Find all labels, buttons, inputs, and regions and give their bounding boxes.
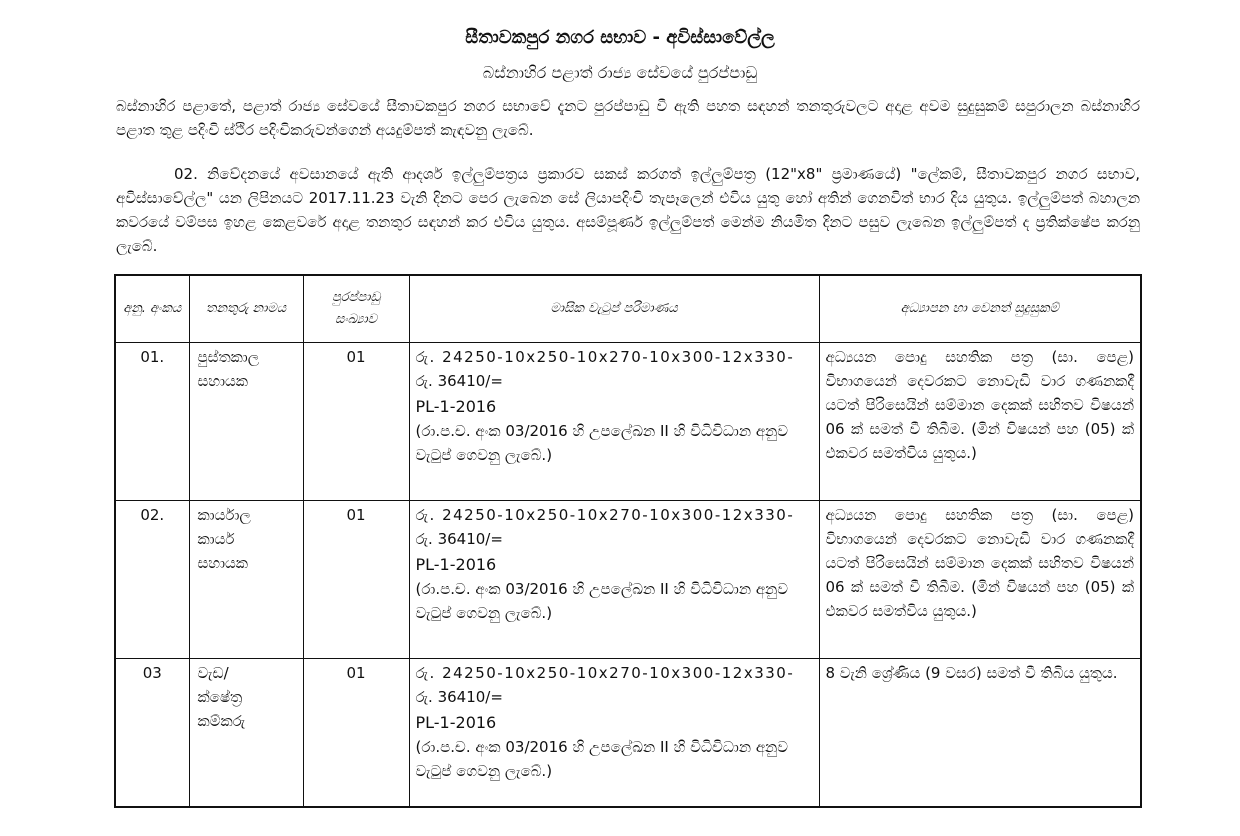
header-serial-no: අනු. අංකය	[115, 275, 189, 343]
qualification-text: 8 වැනි ශ්‍රේණිය (9 වසර) සමත් වී තිබිය යුතුය.	[819, 659, 1141, 807]
salary-note: (රා.ප.ච. අංක 03/2016 හි උපලේඛන II හි විධිවිධාන අනුව වැටුප් ගෙවනු ලැබේ.)	[415, 422, 789, 464]
post-name-line: කාර්ය	[197, 530, 235, 548]
header-qualifications: අධ්‍යාපන හා වෙනත් සුදුසුකම්	[819, 275, 1141, 343]
table-row	[115, 343, 1141, 501]
document-subtitle: බස්නාහිර පළාත් රාජ්‍ය සේවයේ පුරප්පාඩු	[482, 63, 758, 82]
salary-code: PL-1-2016	[415, 397, 497, 416]
salary-scale: රු. 24250-10x250-10x270-10x300-12x330-	[415, 664, 795, 682]
header-vacancy-count: පුරප්පාඩු සංඛ්‍යාව	[303, 275, 409, 343]
header-post-name: තනතුරු නාමය	[189, 275, 303, 343]
document-title: සීතාවකපුර නගර සභාව - අවිස්සාවේල්ල	[465, 27, 775, 48]
vacancy-count: 01	[303, 343, 409, 501]
post-name-line: සහායක	[197, 554, 248, 572]
post-name-line: සහායක	[197, 372, 248, 390]
intro-paragraph: බස්නාහිර පළාතේ, පළාත් රාජ්‍ය සේවයේ සීතාවකපුර නගර සභාවේ දැනට පුරප්පාඩු වී ඇති පහත සඳහන් තනතුරුවලට අදාළ අවම සුදුසුකම් සපුරාලන බස්නාහිර පළාත තුළ පදිංචි ස්ථිර පදිංචිකරුවන්ගෙන් අයදුම්පත් කැඳවනු ලැබේ.	[116, 97, 1140, 139]
salary-max: රු. 36410/=	[415, 372, 503, 390]
salary-note: (රා.ප.ච. අංක 03/2016 හි උපලේඛන II හි විධිවිධාන අනුව වැටුප් ගෙවනු ලැබේ.)	[415, 580, 789, 622]
post-name	[189, 659, 303, 807]
table-row	[115, 501, 1141, 659]
salary-scale: රු. 24250-10x250-10x270-10x300-12x330-	[415, 506, 795, 524]
table-row	[115, 659, 1141, 807]
header-salary-scale: මාසික වැටුප් පරිමාණය	[409, 275, 819, 343]
salary-max: රු. 36410/=	[415, 530, 503, 548]
salary-scale: රු. 24250-10x250-10x270-10x300-12x330-	[415, 348, 795, 366]
post-name-line: පුස්තකාල	[197, 348, 260, 366]
vacancy-count: 01	[303, 501, 409, 659]
serial-no: 03	[115, 659, 189, 807]
salary-note: (රා.ප.ච. අංක 03/2016 හි උපලේඛන II හි විධිවිධාන අනුව වැටුප් ගෙවනු ලැබේ.)	[415, 738, 789, 780]
salary-details	[409, 343, 819, 501]
qualification-text: අධ්‍යයන පොදු සහතික පත්‍ර (සා. පෙළ) විභාගයෙන් දෙවරකට නොවැඩි වාර ගණනකදී යටත් පිරිසෙයින් සම්මාන දෙකක් සහිතව විෂයන් 06 ක් සමත් වී තිබීම. (මින් විෂයන් පහ (05) ක් එකවර සමත්විය යුතුය.)	[819, 501, 1141, 659]
vacancy-count: 01	[303, 659, 409, 807]
post-name	[189, 343, 303, 501]
post-name-line: වැඩ/	[197, 664, 229, 682]
vacancy-table	[114, 274, 1142, 808]
table-header-row	[115, 275, 1141, 343]
qualification-text: අධ්‍යයන පොදු සහතික පත්‍ර (සා. පෙළ) විභාගයෙන් දෙවරකට නොවැඩි වාර ගණනකදී යටත් පිරිසෙයින් සම්මාන දෙකක් සහිතව විෂයන් 06 ක් සමත් වී තිබීම. (මින් විෂයන් පහ (05) ක් එකවර සමත්විය යුතුය.)	[819, 343, 1141, 501]
post-name-line: කම්කරු	[197, 712, 246, 730]
post-name-line: ක්ෂේත්‍ර	[197, 688, 243, 706]
instructions-paragraph: 02. නිවේදනයේ අවසානයේ ඇති ආදර්ශ ඉල්ලුම්පත්‍රය ප්‍රකාරව සකස් කරගත් ඉල්ලුම්පත්‍ර (12"x8" ප්‍රමාණයේ) "ලේකම්, සීතාවකපුර නගර සභාව, අවිස්සාවේල්ල" යන ලිපිනයට 2017.11.23 වැනි දිනට පෙර ලැබෙන සේ ලියාපදිංචි තැපෑලෙන් එවිය යුතු හෝ අතින් ගෙනවිත් භාර දිය යුතුය. ඉල්ලුම්පත් බහාලන කවරයේ වම්පස ඉහළ කෙළවරේ අදාළ තනතුර සඳහන් කර එවිය යුතුය. අසම්පූර්ණ ඉල්ලුම්පත් මෙන්ම නියමිත දිනට පසුව ලැබෙන ඉල්ලුම්පත් ද ප්‍රතික්ෂේප කරනු ලැබේ.	[116, 165, 1140, 255]
post-name-line: කාර්යාල	[197, 506, 251, 524]
serial-no: 02.	[115, 501, 189, 659]
salary-details	[409, 501, 819, 659]
salary-details	[409, 659, 819, 807]
serial-no: 01.	[115, 343, 189, 501]
salary-code: PL-1-2016	[415, 713, 497, 732]
salary-code: PL-1-2016	[415, 555, 497, 574]
salary-max: රු. 36410/=	[415, 688, 503, 706]
post-name	[189, 501, 303, 659]
